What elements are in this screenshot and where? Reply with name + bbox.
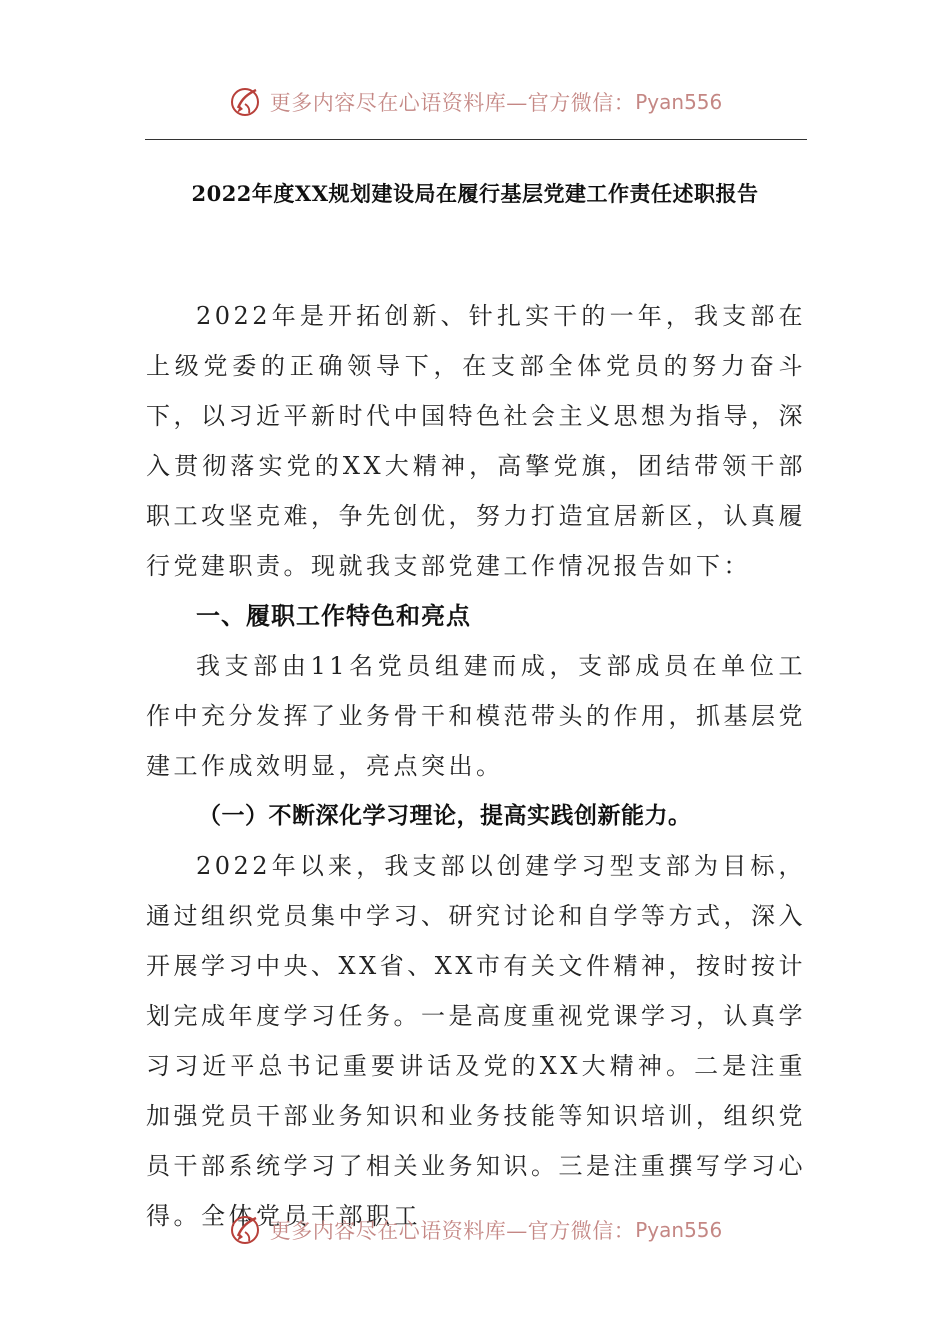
section-heading: 一、履职工作特色和亮点 (196, 601, 471, 630)
section-paragraph: 我支部由11名党员组建而成，支部成员在单位工作中充分发挥了业务骨干和模范带头的作用，抓基层党建工作成效明显，亮点突出。 (146, 652, 806, 780)
watermark-text: 更多内容尽在心语资料库—官方微信： (269, 91, 636, 115)
pen-seal-icon (228, 84, 264, 120)
intro-paragraph: 2022年是开拓创新、针扎实干的一年，我支部在上级党委的正确领导下，在支部全体党员的努力奋斗下，以习近平新时代中国特色社会主义思想为指导，深入贯彻落实党的XX大精神，高擎党旗，团结带领干部职工攻坚克难，争先创优，努力打造宜居新区，认真履行党建职责。现就我支部党建工作情况报告如下： (146, 302, 806, 580)
watermark-text: 更多内容尽在心语资料库—官方微信： (269, 1219, 636, 1243)
subsection-heading: （一）不断深化学习理论，提高实践创新能力。 (198, 802, 692, 829)
document-title: 2022年度XX规划建设局在履行基层党建工作责任述职报告 (191, 181, 759, 206)
header-watermark (0, 82, 950, 122)
watermark-wechat-id: Pyan556 (635, 1218, 723, 1242)
subsection-paragraph: 2022年以来，我支部以创建学习型支部为目标，通过组织党员集中学习、研究讨论和自学等方式，深入开展学习中央、XX省、XX市有关文件精神，按时按计划完成年度学习任务。一是高度重视党课学习，认真学习习近平总书记重要讲话及党的XX大精神。二是注重加强党员干部业务知识和业务技能等知识培训，组织党员干部系统学习了相关业务知识。三是注重撰写学习心得。全体党员干部职工 (146, 852, 806, 1230)
document-body (146, 291, 806, 1241)
watermark-wechat-id: Pyan556 (635, 90, 723, 114)
pen-seal-icon (228, 1212, 264, 1248)
footer-watermark (0, 1210, 950, 1250)
header-divider (145, 139, 807, 140)
